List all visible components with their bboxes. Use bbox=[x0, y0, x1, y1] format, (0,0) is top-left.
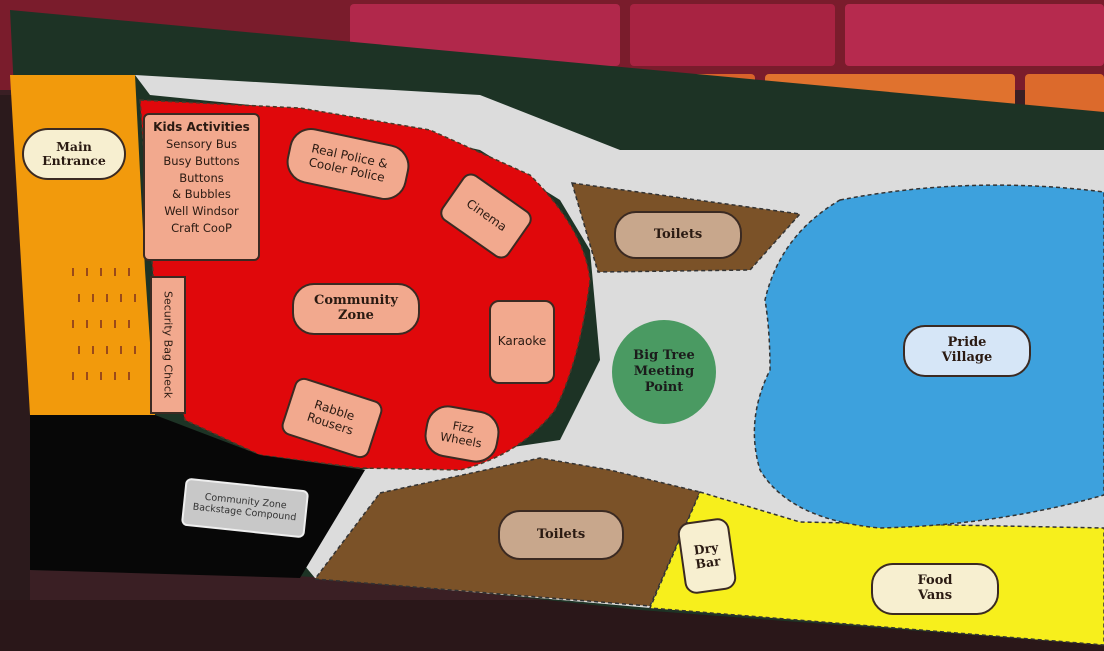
kids-activity-item: Well Windsor bbox=[164, 204, 239, 219]
real-police-label: Real Police & Cooler Police bbox=[283, 124, 414, 204]
kids-activity-item: Craft CooP bbox=[171, 220, 232, 235]
toilets-bottom-label: Toilets bbox=[498, 510, 624, 560]
fizz-wheels-label: Fizz Wheels bbox=[421, 402, 503, 466]
toilets-top-label: Toilets bbox=[614, 211, 742, 259]
cinema-label: Cinema bbox=[436, 170, 535, 263]
big-tree-meeting-point: Big Tree Meeting Point bbox=[612, 320, 716, 424]
dry-bar-label: Dry Bar bbox=[676, 517, 738, 596]
community-zone-label: Community Zone bbox=[292, 283, 420, 335]
kids-activity-item: Buttons bbox=[179, 170, 224, 185]
food-vans-label: Food Vans bbox=[871, 563, 999, 615]
karaoke-label: Karaoke bbox=[489, 300, 555, 384]
kids-activity-item: Busy Buttons bbox=[163, 154, 240, 169]
rabble-rousers-label: Rabble Rousers bbox=[279, 375, 385, 460]
security-bag-check-label: Security Bag Check bbox=[150, 276, 186, 414]
pride-village-label: Pride Village bbox=[903, 325, 1031, 377]
kids-activity-item: Sensory Bus bbox=[165, 137, 238, 152]
main-entrance-label: Main Entrance bbox=[22, 128, 126, 180]
kids-activity-item: & Bubbles bbox=[172, 187, 231, 202]
kids-activities-title: Kids Activities bbox=[153, 120, 250, 134]
kids-activities-box bbox=[143, 113, 260, 261]
entrance-area bbox=[10, 75, 155, 415]
backstage-compound-label: Community Zone Backstage Compound bbox=[181, 478, 309, 539]
